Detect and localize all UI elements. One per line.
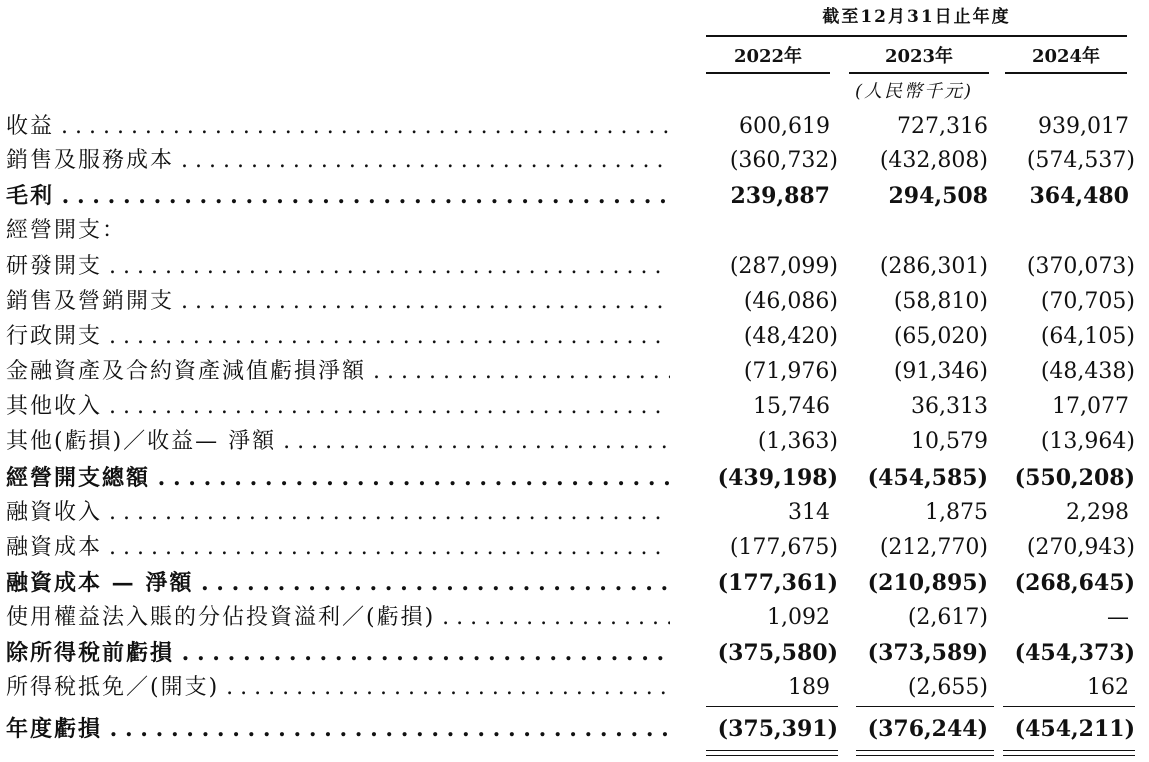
value-2024: 17,077 — [1052, 394, 1129, 419]
value-2023: 1,875 — [925, 500, 988, 525]
value-2024: (550,208) — [1014, 465, 1135, 491]
value-2024: (13,964) — [1040, 429, 1135, 454]
double-rule-2022-top — [706, 750, 838, 751]
value-2024: — — [1107, 605, 1129, 630]
table-row — [0, 601, 1149, 635]
year-header-2023: 2023年 — [884, 46, 954, 67]
row-label: 融資成本 — 淨額 . . . — [6, 566, 670, 600]
value-2023: (2,655) — [907, 675, 988, 700]
year-header-2024: 2024年 — [1031, 46, 1101, 67]
value-2022: (71,976) — [743, 359, 838, 384]
value-2024: (64,105) — [1040, 324, 1135, 349]
value-2022: (439,198) — [717, 465, 838, 491]
row-label: 行政開支 . . . — [6, 320, 670, 354]
table-row — [0, 461, 1149, 495]
value-2022: (375,580) — [717, 640, 838, 666]
row-label: 除所得稅前虧損 . . . — [6, 636, 670, 670]
row-label: 毛利 . . . — [6, 179, 670, 213]
table-row — [0, 671, 1149, 705]
unit-label: (人民幣千元) — [854, 81, 974, 102]
row-label: 其他收入 . . . — [6, 390, 670, 424]
row-label: 融資成本 . . . — [6, 531, 670, 565]
row-label: 融資收入 . . . — [6, 496, 670, 530]
value-2024: (48,438) — [1040, 359, 1135, 384]
row-label: 銷售及服務成本 . . . — [6, 144, 670, 178]
row-label: 經營開支總額 . . . — [6, 461, 670, 495]
double-rule-2023-top — [856, 750, 994, 751]
year-rule-2024 — [1005, 72, 1127, 74]
value-2024: (370,073) — [1026, 254, 1135, 279]
value-2023: 294,508 — [888, 183, 988, 209]
value-2024: 2,298 — [1066, 500, 1129, 525]
year-rule-2023 — [849, 72, 989, 74]
value-2023: (210,895) — [867, 570, 988, 596]
row-label: 其他(虧損)／收益— 淨額 . . . — [6, 425, 670, 459]
double-rule-2022-bottom — [706, 755, 838, 756]
value-2023: 10,579 — [911, 429, 988, 454]
value-2024: (574,537) — [1026, 148, 1135, 173]
value-2023: (58,810) — [893, 289, 988, 314]
value-2023: (212,770) — [879, 535, 988, 560]
period-header-rule — [706, 35, 1127, 37]
value-2023: (373,589) — [867, 640, 988, 666]
value-2023: (2,617) — [907, 605, 988, 630]
table-row — [0, 566, 1149, 600]
value-2024: (454,211) — [1014, 716, 1135, 742]
table-row — [0, 390, 1149, 424]
table-row — [0, 425, 1149, 459]
table-row — [0, 110, 1149, 144]
value-2022: 15,746 — [753, 394, 830, 419]
value-2023: (91,346) — [893, 359, 988, 384]
value-2024: (70,705) — [1040, 289, 1135, 314]
value-2023: (286,301) — [879, 254, 988, 279]
value-2023: (454,585) — [867, 465, 988, 491]
table-row — [0, 712, 1149, 746]
table-row — [0, 355, 1149, 389]
value-2023: (65,020) — [893, 324, 988, 349]
row-label: 研發開支 . . . — [6, 250, 670, 284]
table-row — [0, 285, 1149, 319]
value-2023: (432,808) — [879, 148, 988, 173]
value-2022: 1,092 — [767, 605, 830, 630]
value-2024: 162 — [1087, 675, 1129, 700]
value-2022: (48,420) — [743, 324, 838, 349]
table-row — [0, 250, 1149, 284]
value-2022: (46,086) — [743, 289, 838, 314]
table-row — [0, 636, 1149, 670]
value-2022: 239,887 — [730, 183, 830, 209]
value-2022: 314 — [788, 500, 830, 525]
value-2022: (360,732) — [729, 148, 838, 173]
value-2022: (1,363) — [757, 429, 838, 454]
table-row — [0, 179, 1149, 213]
row-label: 收益 . . . — [6, 110, 670, 144]
table-row — [0, 531, 1149, 565]
value-2024: 364,480 — [1029, 183, 1129, 209]
year-rule-2022 — [706, 72, 830, 74]
value-2022: (177,675) — [729, 535, 838, 560]
row-label: 年度虧損 . . . — [6, 712, 670, 746]
double-rule-2023-bottom — [856, 755, 994, 756]
row-label: 所得稅抵免／(開支) . . . — [6, 671, 670, 705]
double-rule-2024-bottom — [1003, 755, 1135, 756]
value-2022: (375,391) — [717, 716, 838, 742]
subtotal-rule-2022 — [706, 706, 838, 707]
value-2023: 36,313 — [911, 394, 988, 419]
value-2022: 600,619 — [739, 114, 830, 139]
period-header: 截至12月31日止年度 — [822, 7, 1011, 27]
table-row — [0, 320, 1149, 354]
value-2024: 939,017 — [1038, 114, 1129, 139]
row-label: 使用權益法入賬的分佔投資溢利／(虧損) . . . — [6, 601, 670, 635]
table-row — [0, 496, 1149, 530]
value-2023: (376,244) — [867, 716, 988, 742]
value-2023: 727,316 — [897, 114, 988, 139]
year-header-2022: 2022年 — [733, 46, 803, 67]
row-label: 經營開支： — [6, 218, 127, 243]
value-2022: 189 — [788, 675, 830, 700]
value-2022: (287,099) — [729, 254, 838, 279]
double-rule-2024-top — [1003, 750, 1135, 751]
row-label: 金融資產及合約資產減值虧損淨額 . . . — [6, 355, 670, 389]
subtotal-rule-2024 — [1003, 706, 1135, 707]
value-2024: (268,645) — [1014, 570, 1135, 596]
subtotal-rule-2023 — [856, 706, 994, 707]
value-2022: (177,361) — [717, 570, 838, 596]
table-row — [0, 214, 1149, 248]
row-label: 銷售及營銷開支 . . . — [6, 285, 670, 319]
value-2024: (270,943) — [1026, 535, 1135, 560]
table-row — [0, 144, 1149, 178]
value-2024: (454,373) — [1014, 640, 1135, 666]
